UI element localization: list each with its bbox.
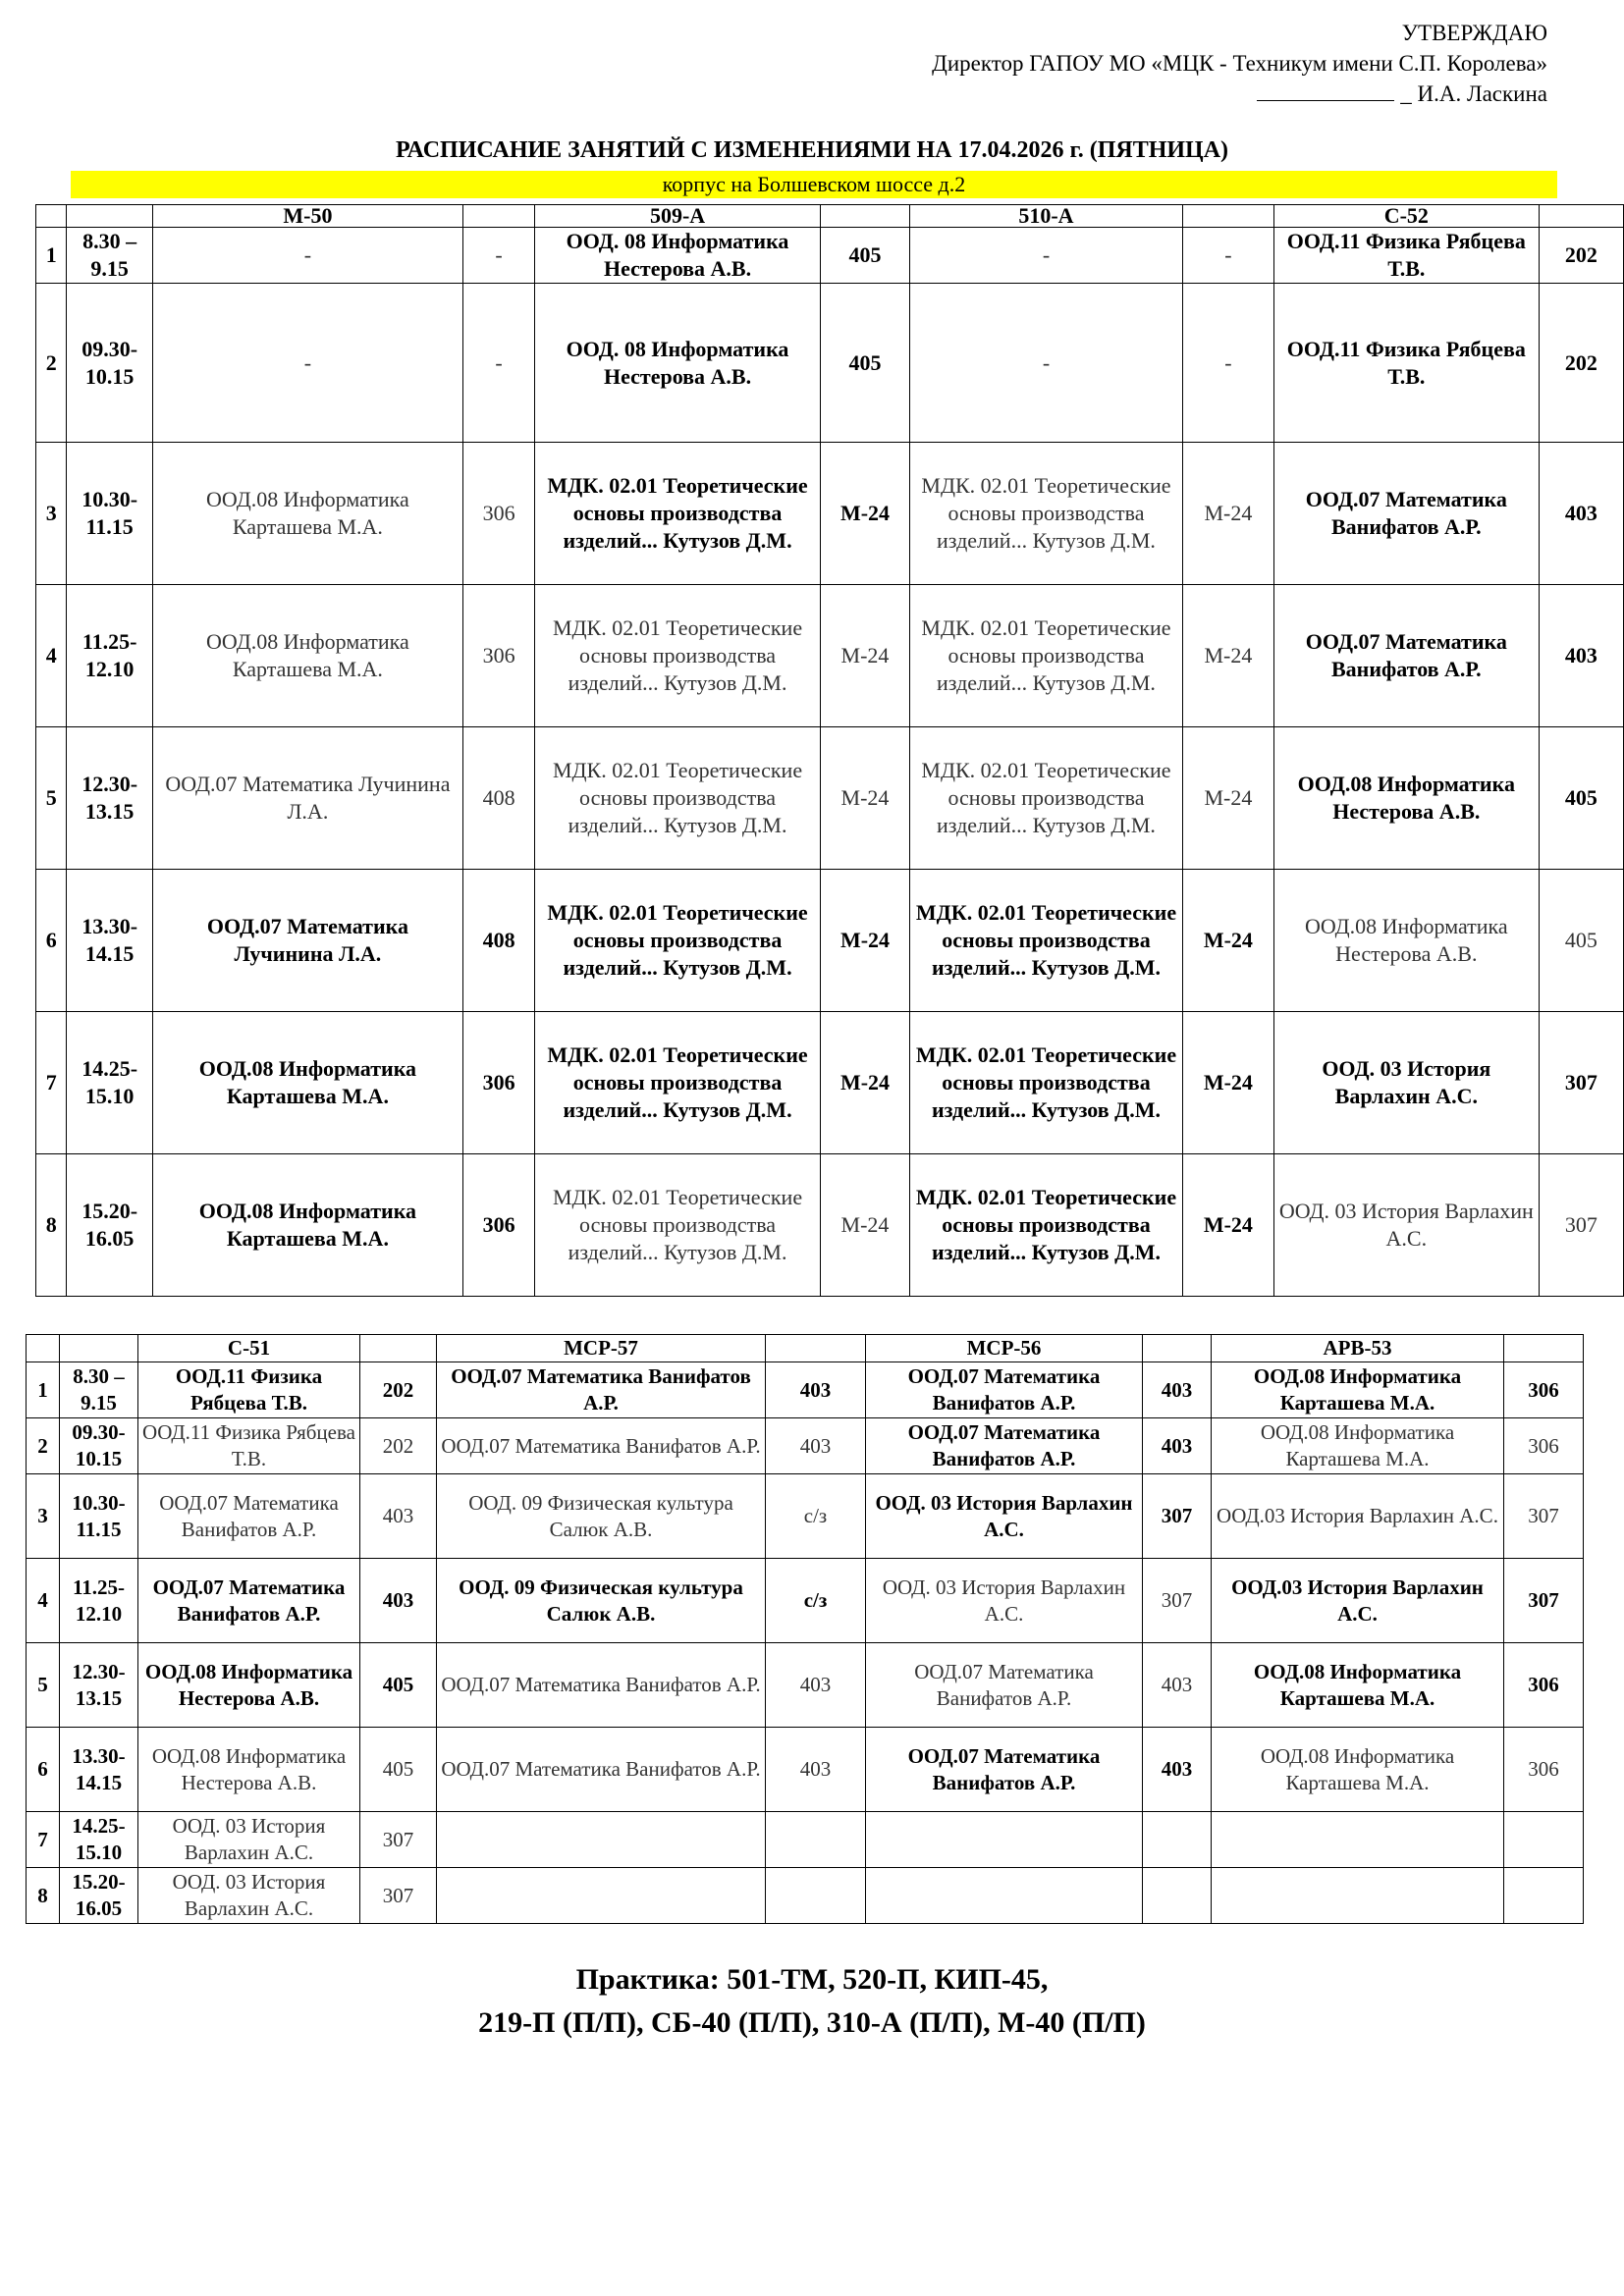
lesson-number: 2: [27, 1418, 60, 1474]
subject-cell: ООД.08 Информатика Нестерова А.В.: [1273, 727, 1539, 870]
room-cell: М-24: [820, 443, 909, 585]
lesson-row: [36, 870, 1624, 1012]
subject-cell: МДК. 02.01 Теоретические основы производства изделий... Кутузов Д.М.: [910, 870, 1183, 1012]
room-cell: М-24: [820, 1154, 909, 1297]
time-header: [60, 1335, 138, 1362]
lesson-number: 1: [27, 1362, 60, 1418]
room-cell: 307: [360, 1868, 437, 1924]
lesson-row: [27, 1812, 1584, 1868]
subject-cell: ООД. 08 Информатика Нестерова А.В.: [535, 228, 821, 284]
room-cell: 403: [360, 1559, 437, 1643]
group-header: С-52: [1273, 205, 1539, 228]
subject-cell: ООД.03 История Варлахин А.С.: [1212, 1474, 1504, 1559]
room-cell: -: [462, 228, 534, 284]
lesson-time: 13.30- 14.15: [67, 870, 153, 1012]
room-header: [1182, 205, 1273, 228]
subject-cell: -: [910, 284, 1183, 443]
subject-cell: ООД.07 Математика Ванифатов А.Р.: [866, 1418, 1143, 1474]
room-cell: 307: [1143, 1559, 1212, 1643]
subject-cell: МДК. 02.01 Теоретические основы производства изделий... Кутузов Д.М.: [910, 585, 1183, 727]
lesson-row: [27, 1643, 1584, 1728]
room-cell: 403: [1143, 1362, 1212, 1418]
subject-cell: [437, 1868, 766, 1924]
group-header: М-50: [152, 205, 462, 228]
lesson-time: 10.30- 11.15: [67, 443, 153, 585]
room-cell: 202: [360, 1418, 437, 1474]
room-cell: М-24: [820, 727, 909, 870]
room-cell: 306: [1504, 1362, 1584, 1418]
room-cell: 306: [1504, 1418, 1584, 1474]
room-cell: 307: [1504, 1559, 1584, 1643]
lesson-row: [27, 1362, 1584, 1418]
lesson-time: 14.25- 15.10: [67, 1012, 153, 1154]
room-cell: 202: [360, 1362, 437, 1418]
subject-cell: ООД.08 Информатика Карташева М.А.: [1212, 1362, 1504, 1418]
room-cell: -: [462, 284, 534, 443]
subject-cell: ООД. 03 История Варлахин А.С.: [866, 1474, 1143, 1559]
room-cell: 408: [462, 727, 534, 870]
subject-cell: МДК. 02.01 Теоретические основы производства изделий... Кутузов Д.М.: [535, 1012, 821, 1154]
practice-line-1: Практика: 501-ТМ, 520-П, КИП-45,: [575, 1963, 1049, 1996]
room-cell: 403: [766, 1728, 866, 1812]
lesson-row: [36, 1012, 1624, 1154]
room-cell: [1504, 1868, 1584, 1924]
lesson-time: 09.30- 10.15: [60, 1418, 138, 1474]
signature-name: _ И.А. Ласкина: [1400, 81, 1547, 106]
lesson-number: 5: [27, 1643, 60, 1728]
schedule-table-1: [35, 204, 1624, 1297]
subject-cell: МДК. 02.01 Теоретические основы производства изделий... Кутузов Д.М.: [910, 727, 1183, 870]
approval-signature: [932, 79, 1547, 109]
lesson-time: 8.30 – 9.15: [60, 1362, 138, 1418]
room-cell: 306: [462, 1012, 534, 1154]
room-cell: М-24: [1182, 443, 1273, 585]
group-header: АРВ-53: [1212, 1335, 1504, 1362]
room-cell: 403: [766, 1643, 866, 1728]
room-cell: 306: [462, 443, 534, 585]
lesson-number: 3: [27, 1474, 60, 1559]
room-cell: М-24: [820, 870, 909, 1012]
lesson-number: 1: [36, 228, 67, 284]
subject-cell: ООД.07 Математика Ванифатов А.Р.: [437, 1728, 766, 1812]
subject-cell: МДК. 02.01 Теоретические основы производства изделий... Кутузов Д.М.: [910, 1154, 1183, 1297]
approval-title: УТВЕРЖДАЮ: [1401, 21, 1547, 45]
subject-cell: ООД.07 Математика Ванифатов А.Р.: [437, 1643, 766, 1728]
subject-cell: -: [152, 228, 462, 284]
room-cell: [1504, 1812, 1584, 1868]
subject-cell: ООД.11 Физика Рябцева Т.В.: [138, 1362, 360, 1418]
lesson-number: 3: [36, 443, 67, 585]
room-cell: -: [1182, 228, 1273, 284]
group-header: С-51: [138, 1335, 360, 1362]
subject-cell: ООД. 08 Информатика Нестерова А.В.: [535, 284, 821, 443]
subject-cell: ООД. 03 История Варлахин А.С.: [1273, 1012, 1539, 1154]
room-cell: М-24: [1182, 727, 1273, 870]
room-cell: 307: [1504, 1474, 1584, 1559]
subject-cell: ООД. 03 История Варлахин А.С.: [866, 1559, 1143, 1643]
subject-cell: ООД.07 Математика Ванифатов А.Р.: [866, 1643, 1143, 1728]
lesson-time: 15.20- 16.05: [60, 1868, 138, 1924]
lesson-number: 8: [36, 1154, 67, 1297]
room-cell: 202: [1539, 228, 1623, 284]
lesson-number: 6: [27, 1728, 60, 1812]
lesson-row: [36, 228, 1624, 284]
room-cell: 403: [766, 1362, 866, 1418]
subject-cell: ООД. 03 История Варлахин А.С.: [138, 1868, 360, 1924]
subject-cell: МДК. 02.01 Теоретические основы производства изделий... Кутузов Д.М.: [910, 1012, 1183, 1154]
subject-cell: ООД.07 Математика Ванифатов А.Р.: [138, 1474, 360, 1559]
header-row: [27, 1335, 1584, 1362]
room-cell: 405: [820, 228, 909, 284]
group-header: МСР-56: [866, 1335, 1143, 1362]
room-header: [1504, 1335, 1584, 1362]
subject-cell: ООД.08 Информатика Карташева М.А.: [1212, 1418, 1504, 1474]
lesson-number: 4: [36, 585, 67, 727]
lesson-row: [27, 1559, 1584, 1643]
schedule-table-2: [26, 1334, 1584, 1924]
room-cell: 306: [1504, 1643, 1584, 1728]
lesson-row: [36, 443, 1624, 585]
group-header: 510-А: [910, 205, 1183, 228]
subject-cell: ООД.08 Информатика Нестерова А.В.: [1273, 870, 1539, 1012]
signature-line: [1257, 82, 1394, 101]
subject-cell: ООД.07 Математика Ванифатов А.Р.: [866, 1362, 1143, 1418]
subject-cell: [866, 1868, 1143, 1924]
room-cell: с/з: [766, 1474, 866, 1559]
subject-cell: МДК. 02.01 Теоретические основы производства изделий... Кутузов Д.М.: [535, 1154, 821, 1297]
room-cell: с/з: [766, 1559, 866, 1643]
lesson-row: [36, 284, 1624, 443]
subject-cell: ООД.07 Математика Ванифатов А.Р.: [866, 1728, 1143, 1812]
lesson-time: 11.25- 12.10: [67, 585, 153, 727]
room-cell: 306: [462, 585, 534, 727]
lesson-row: [36, 727, 1624, 870]
lesson-time: 12.30- 13.15: [60, 1643, 138, 1728]
room-cell: 306: [462, 1154, 534, 1297]
room-cell: 405: [1539, 727, 1623, 870]
lesson-row: [27, 1728, 1584, 1812]
lesson-row: [27, 1418, 1584, 1474]
subject-cell: ООД.07 Математика Ванифатов А.Р.: [1273, 585, 1539, 727]
time-header: [67, 205, 153, 228]
room-cell: 403: [1143, 1418, 1212, 1474]
subject-cell: ООД.08 Информатика Нестерова А.В.: [138, 1643, 360, 1728]
subject-cell: ООД.11 Физика Рябцева Т.В.: [1273, 284, 1539, 443]
room-cell: 405: [360, 1728, 437, 1812]
subject-cell: -: [152, 284, 462, 443]
subject-cell: ООД.08 Информатика Карташева М.А.: [152, 443, 462, 585]
room-cell: [766, 1812, 866, 1868]
approval-position: Директор ГАПОУ МО «МЦК - Техникум имени С.П. Королева»: [932, 51, 1547, 76]
room-cell: 306: [1504, 1728, 1584, 1812]
room-cell: [1143, 1868, 1212, 1924]
subject-cell: ООД.03 История Варлахин А.С.: [1212, 1559, 1504, 1643]
room-header: [462, 205, 534, 228]
subject-cell: ООД.07 Математика Лучинина Л.А.: [152, 727, 462, 870]
lesson-number: 7: [36, 1012, 67, 1154]
subject-cell: МДК. 02.01 Теоретические основы производства изделий... Кутузов Д.М.: [535, 870, 821, 1012]
room-cell: [766, 1868, 866, 1924]
subject-cell: МДК. 02.01 Теоретические основы производства изделий... Кутузов Д.М.: [535, 585, 821, 727]
lesson-number: 8: [27, 1868, 60, 1924]
practice-note: [0, 1958, 1624, 2045]
subject-cell: МДК. 02.01 Теоретические основы производства изделий... Кутузов Д.М.: [910, 443, 1183, 585]
room-cell: 403: [1143, 1728, 1212, 1812]
room-header: [820, 205, 909, 228]
room-header: [360, 1335, 437, 1362]
lesson-number: 2: [36, 284, 67, 443]
lesson-time: 14.25- 15.10: [60, 1812, 138, 1868]
room-header: [1539, 205, 1623, 228]
subject-cell: ООД.11 Физика Рябцева Т.В.: [138, 1418, 360, 1474]
subject-cell: ООД.07 Математика Ванифатов А.Р.: [1273, 443, 1539, 585]
lesson-time: 8.30 – 9.15: [67, 228, 153, 284]
room-cell: 403: [1539, 585, 1623, 727]
corner-cell: [36, 205, 67, 228]
room-cell: 403: [1539, 443, 1623, 585]
header-row: [36, 205, 1624, 228]
subject-cell: [866, 1812, 1143, 1868]
subject-cell: ООД.11 Физика Рябцева Т.В.: [1273, 228, 1539, 284]
schedule-title: РАСПИСАНИЕ ЗАНЯТИЙ С ИЗМЕНЕНИЯМИ НА 17.04.2026 г. (ПЯТНИЦА): [395, 137, 1229, 163]
lesson-row: [27, 1474, 1584, 1559]
practice-line-2: 219-П (П/П), СБ-40 (П/П), 310-А (П/П), М-40 (П/П): [478, 2006, 1146, 2039]
room-cell: М-24: [820, 585, 909, 727]
lesson-time: 09.30- 10.15: [67, 284, 153, 443]
subject-cell: ООД. 09 Физическая культура Салюк А.В.: [437, 1474, 766, 1559]
room-cell: 403: [1143, 1643, 1212, 1728]
subject-cell: ООД. 09 Физическая культура Салюк А.В.: [437, 1559, 766, 1643]
lesson-row: [27, 1868, 1584, 1924]
room-cell: 307: [1539, 1012, 1623, 1154]
subject-cell: ООД.07 Математика Ванифатов А.Р.: [138, 1559, 360, 1643]
room-cell: 307: [1143, 1474, 1212, 1559]
room-cell: М-24: [1182, 585, 1273, 727]
corner-cell: [27, 1335, 60, 1362]
room-cell: 405: [820, 284, 909, 443]
subject-cell: [1212, 1868, 1504, 1924]
room-cell: 408: [462, 870, 534, 1012]
lesson-row: [36, 585, 1624, 727]
room-cell: 405: [1539, 870, 1623, 1012]
subject-cell: ООД.08 Информатика Карташева М.А.: [152, 1012, 462, 1154]
subject-cell: ООД.07 Математика Ванифатов А.Р.: [437, 1362, 766, 1418]
subject-cell: ООД.08 Информатика Карташева М.А.: [1212, 1728, 1504, 1812]
lesson-row: [36, 1154, 1624, 1297]
subject-cell: -: [910, 228, 1183, 284]
lesson-time: 15.20- 16.05: [67, 1154, 153, 1297]
room-cell: 202: [1539, 284, 1623, 443]
room-header: [1143, 1335, 1212, 1362]
approval-block: [932, 18, 1547, 109]
group-header: 509-А: [535, 205, 821, 228]
lesson-number: 5: [36, 727, 67, 870]
lesson-number: 4: [27, 1559, 60, 1643]
subject-cell: ООД.07 Математика Лучинина Л.А.: [152, 870, 462, 1012]
lesson-number: 6: [36, 870, 67, 1012]
room-cell: 403: [360, 1474, 437, 1559]
subject-cell: МДК. 02.01 Теоретические основы производства изделий... Кутузов Д.М.: [535, 727, 821, 870]
subject-cell: ООД.07 Математика Ванифатов А.Р.: [437, 1418, 766, 1474]
subject-cell: ООД.08 Информатика Карташева М.А.: [152, 585, 462, 727]
campus-banner: корпус на Болшевском шоссе д.2: [71, 171, 1557, 198]
subject-cell: ООД.08 Информатика Нестерова А.В.: [138, 1728, 360, 1812]
room-cell: М-24: [820, 1012, 909, 1154]
subject-cell: ООД. 03 История Варлахин А.С.: [138, 1812, 360, 1868]
subject-cell: ООД.08 Информатика Карташева М.А.: [152, 1154, 462, 1297]
room-cell: М-24: [1182, 1012, 1273, 1154]
subject-cell: ООД.08 Информатика Карташева М.А.: [1212, 1643, 1504, 1728]
subject-cell: [1212, 1812, 1504, 1868]
room-cell: -: [1182, 284, 1273, 443]
room-cell: 403: [766, 1418, 866, 1474]
room-cell: 405: [360, 1643, 437, 1728]
room-cell: 307: [360, 1812, 437, 1868]
lesson-number: 7: [27, 1812, 60, 1868]
subject-cell: [437, 1812, 766, 1868]
lesson-time: 10.30- 11.15: [60, 1474, 138, 1559]
room-cell: М-24: [1182, 1154, 1273, 1297]
room-header: [766, 1335, 866, 1362]
lesson-time: 12.30- 13.15: [67, 727, 153, 870]
group-header: МСР-57: [437, 1335, 766, 1362]
lesson-time: 11.25- 12.10: [60, 1559, 138, 1643]
room-cell: М-24: [1182, 870, 1273, 1012]
lesson-time: 13.30- 14.15: [60, 1728, 138, 1812]
subject-cell: МДК. 02.01 Теоретические основы производства изделий... Кутузов Д.М.: [535, 443, 821, 585]
room-cell: [1143, 1812, 1212, 1868]
subject-cell: ООД. 03 История Варлахин А.С.: [1273, 1154, 1539, 1297]
room-cell: 307: [1539, 1154, 1623, 1297]
